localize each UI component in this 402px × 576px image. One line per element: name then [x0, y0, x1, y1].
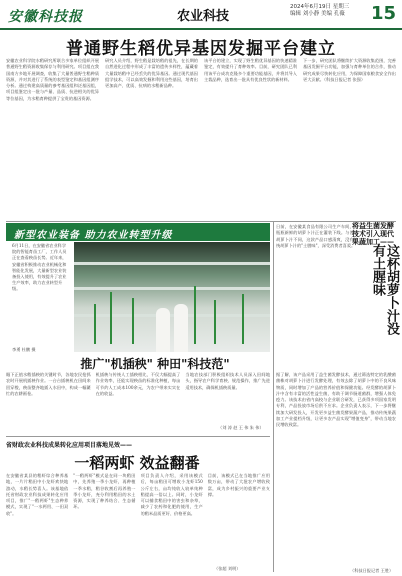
right-author: （科技日报记者 王胜）	[350, 568, 394, 573]
photo-plant	[132, 298, 134, 344]
lead-column-4: 下一步，研究团队将继续扩大资源收集范围，完善基因发掘平台功能，加强与育种单位的合作，推动研究成果尽快转化应用，为保障国家粮食安全作出更大贡献。（科技日报记者 张强）	[303, 58, 396, 82]
sub1-author: （刘 涛 赵 王 伟 朱 伟）	[218, 425, 264, 430]
lead-column-1: 安徽农业科学院水稻研究所联合多家单位组织开展普通野生稻资源收集保存与利用研究。项目组在我国南方多地开展调查，收集了大量普通野生稻种质资源，并对其进行了系统的表型鉴定和基因组测序分析。通过构建高质量的参考基因组和泛基因组，项目组鉴定出一批与产量、品质、抗逆相关的优异等位基因，为水稻育种提供了宝贵的基因资源。	[6, 58, 99, 101]
photo-credit: 李勇 杜鹏 摄	[12, 347, 36, 352]
lead-headline: 普通野生稻优异基因发掘平台建立	[66, 39, 336, 59]
lead-column-2: 研究人员介绍，野生稻是栽培稻的祖先，在长期的自然进化过程中形成了丰富的遗传多样性，蕴藏着大量栽培稻中已经丢失的优异基因。通过现代基因组学技术，可以高效发掘和利用这些基因，培育出更加高产、优质、抗病的水稻新品种。	[105, 58, 198, 89]
photo-caption: 6月11日，在安徽省农业科学院的智能育苗工厂，工作人员正在查看秧苗长势。近年来，安徽省积极推动农业机械化和智能化发展，大量新型农业装备投入使用，有效提升了农业生产效率，助力农业转型升级。	[12, 243, 67, 292]
issue-meta	[290, 4, 349, 18]
lead-column-3: 该平台的建立，实现了野生稻优异基因的快速精准鉴定，有效提升了育种效率。目前，研究团队已利用该平台成功克隆多个重要功能基因，并将其导入主栽品种，选育出一批具有优良性状的新材料。	[204, 58, 297, 82]
sub-article-2-body	[6, 473, 270, 569]
newspaper-logo: 安徽科技报	[8, 9, 83, 25]
right-article-title: 这杯胡萝卜汁没有土腥味	[370, 244, 399, 335]
divider	[6, 221, 396, 222]
right-column-2: 据了解，该产品采用了益生菌发酵技术，通过筛选特定的乳酸菌菌株对胡萝卜汁进行发酵处理，有效去除了胡萝卜中的不良风味物质，同时增加了产品的营养价值和保健功能。经发酵的胡萝卜汁中含有丰富的活性益生菌，有助于调节肠道菌群，增强人体免疫力。该技术由省内高校与企业联合研发，已获得多项国家发明专利，产品投放市场后供不应求。企业负责人表示，下一步将继续加大研发投入，开发更多益生菌发酵果蔬产品，推动传统果蔬加工产业提档升级，让更多农产品实现"增值变身"，带动当地农民增收致富。	[276, 372, 396, 428]
sub2-author: （张超 刘明）	[214, 566, 241, 571]
photo-banner	[6, 223, 270, 241]
lead-article-body	[6, 58, 396, 222]
sub2-column-2: "一稻两虾"模式是在同一块稻田中，先养殖一季小龙虾，再种植一季水稻，稻谷收割后再养殖一季小龙虾，充分利用稻田的水土资源，实现了种养结合、生态循环。	[73, 473, 136, 510]
photo-person	[156, 308, 170, 352]
photo-shelf	[74, 262, 270, 265]
column-divider	[273, 222, 274, 572]
sub1-column-2: 机插秧与传统人工插秧相比，不仅大幅提高了作业效率，还能实现秧苗的标准化种植，每亩可节约人工成本100余元，为农户带来实实在在的收益。	[95, 372, 181, 396]
photo-plant	[94, 304, 96, 344]
sub1-column-3: 当地农技部门积极组织技术人员深入田间地头，指导农户科学育秧、规范操作，推广先进适用技术，确保机插秧质量。	[185, 372, 271, 390]
greenhouse-photo	[74, 242, 270, 352]
sub-article-2-kicker: 省财政农业科技成果转化应用项目落地见效——	[6, 442, 133, 449]
photo-plant	[110, 292, 112, 344]
photo-plant	[242, 294, 244, 344]
photo-shelf	[74, 314, 270, 317]
divider	[6, 436, 270, 437]
sub2-column-3: 项目负责人介绍，采用该模式后，每亩稻田可增收小龙虾150公斤左右，亩均纯收入较单纯种稻提高一倍以上。同时，小龙虾可以捕食稻田中的害虫和杂草，减少了农药和化肥的使用，生产的稻米品质更好、价格更高。	[140, 473, 203, 516]
sub-article-1-title: 推广"机插秧" 种田"科技范"	[80, 357, 230, 371]
right-article-kicker: 将益生菌发酵技术引入现代果蔬加工——	[352, 221, 394, 246]
sub1-column-1: 眼下正值水稻插秧的关键时节，各地农民抢抓农时开展机插秧作业。一台台插秧机在田间来回穿梭，秧苗整齐地插入水田中，构成一幅繁忙的农耕画卷。	[6, 372, 91, 396]
masthead	[0, 0, 402, 30]
photo-person	[174, 304, 188, 352]
editor-line: 编辑 刘小静 美编 孔薇	[290, 11, 345, 17]
sub2-column-4: 目前，该模式已在当地推广应用数万亩，带动了大批农户增收致富，成为乡村振兴的重要产业支撑。	[207, 473, 270, 497]
photo-plant	[214, 300, 216, 344]
sub-article-1-body	[6, 372, 270, 432]
issue-date: 2024年6月19日 星期三	[290, 4, 350, 10]
photo-shelf	[74, 287, 270, 290]
banner-title: 新型农业装备 助力农业转型升级	[14, 230, 173, 241]
section-title: 农业科技	[176, 9, 229, 24]
page-number: 15	[370, 3, 396, 24]
photo-plant	[194, 286, 196, 344]
right-column-1: 日前，在安徽某食品有限公司生产车间，一瓶瓶新鲜的胡萝卜汁正在灌装下线。与普通胡萝卜汁不同，这款产品口感清爽，没有传统胡萝卜汁的"土腥味"，深受消费者喜爱。	[276, 224, 358, 248]
sub-article-2-title: 一稻两虾 效益翻番	[74, 454, 200, 472]
sub2-column-1: 在安徽省某县的稻虾综合种养基地，一片片稻田中小龙虾欢快地游动，水稻长势喜人。该基地依托省财政农业科技成果转化应用项目，推广"一稻两虾"生态种养模式，实现了"一水两用、一田双收"。	[6, 473, 69, 516]
